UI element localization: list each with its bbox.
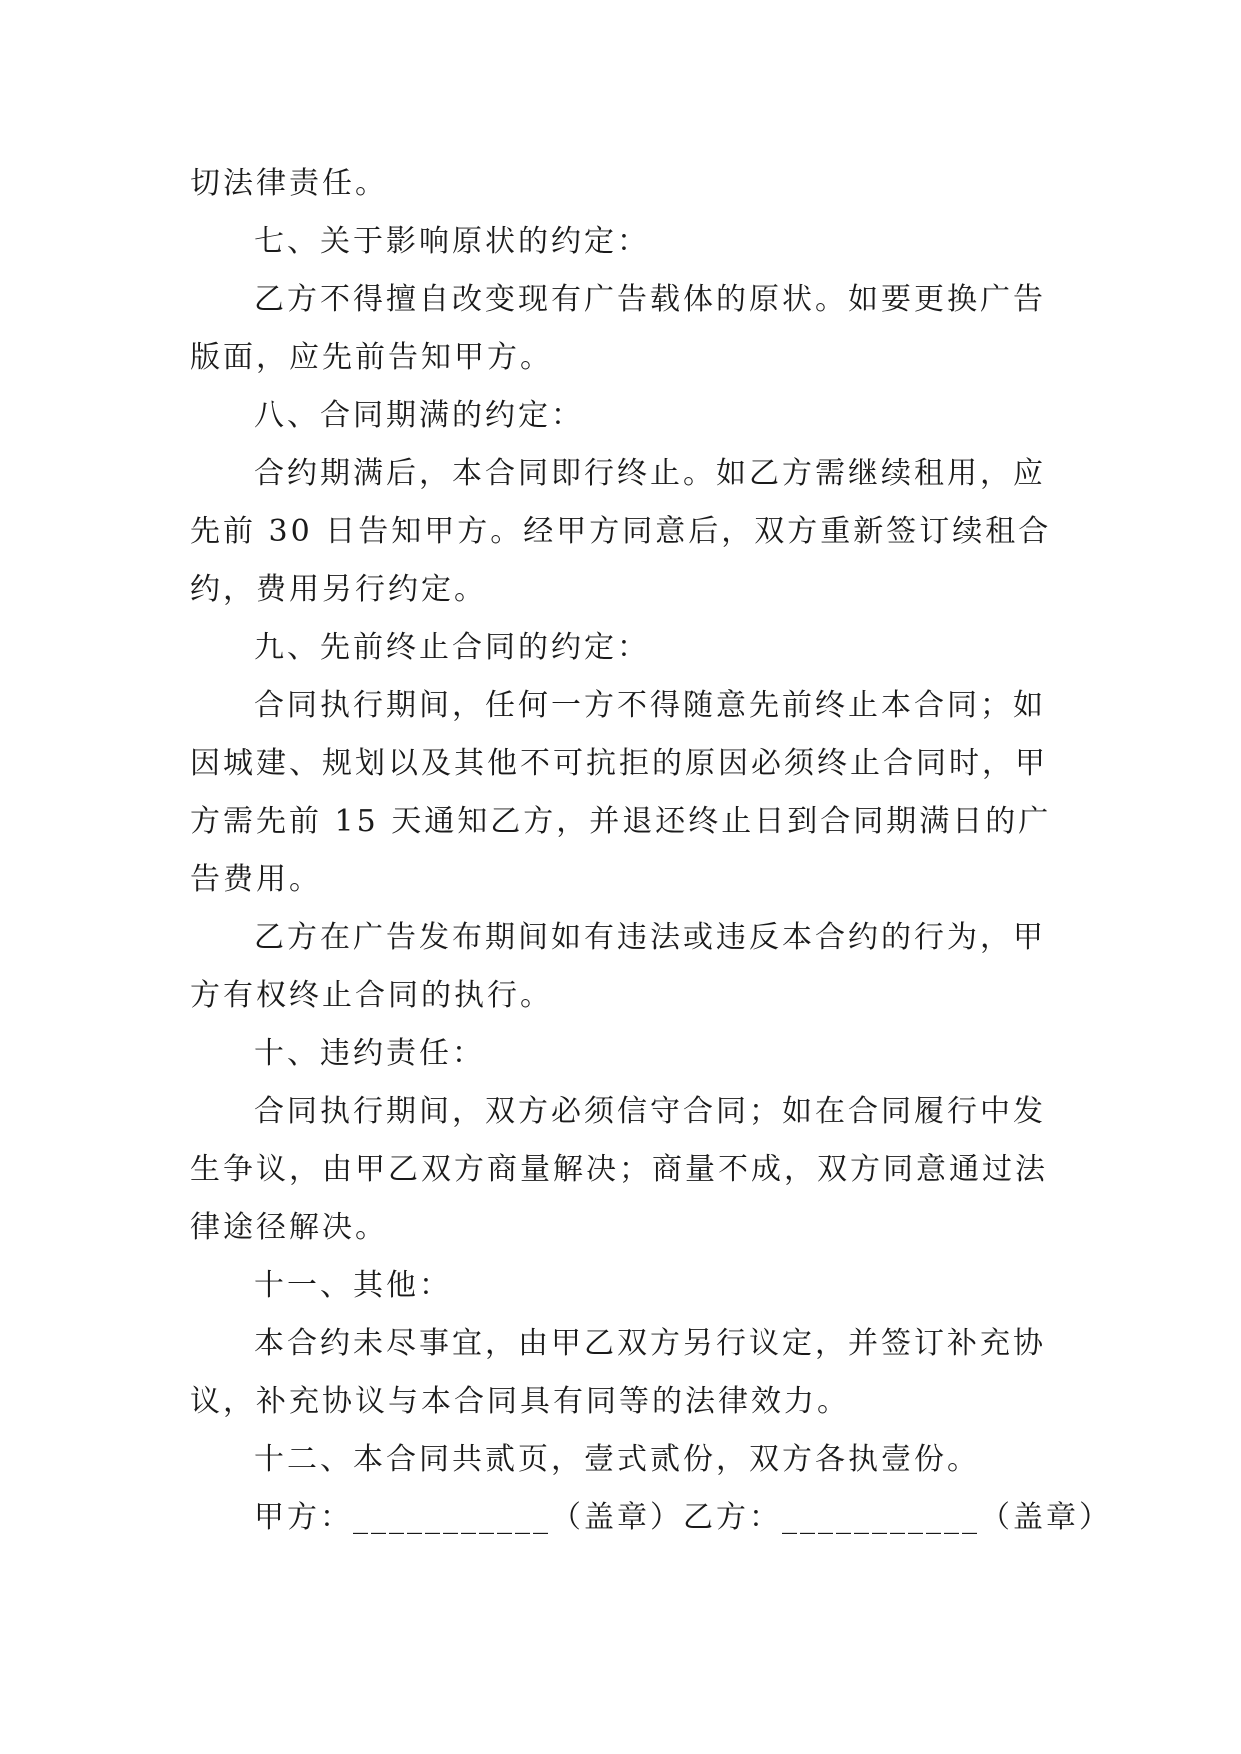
paragraph-line: 切法律责任。 xyxy=(190,166,388,201)
paragraph-line: 方有权终止合同的执行。 xyxy=(190,978,553,1013)
paragraph-line: 本合约未尽事宜，由甲乙双方另行议定，并签订补充协 xyxy=(254,1326,1046,1361)
paragraph-line: 告费用。 xyxy=(190,862,322,897)
paragraph-line: 生争议，由甲乙双方商量解决；商量不成，双方同意通过法 xyxy=(190,1152,1048,1187)
paragraph-line: 合同执行期间，任何一方不得随意先前终止本合同；如 xyxy=(254,688,1046,723)
paragraph-line: 乙方在广告发布期间如有违法或违反本合约的行为，甲 xyxy=(254,920,1046,955)
paragraph-line: 约，费用另行约定。 xyxy=(190,572,487,607)
section-heading-seven: 七、关于影响原状的约定： xyxy=(254,224,650,259)
section-heading-eight: 八、合同期满的约定： xyxy=(254,398,584,433)
section-heading-eleven: 十一、其他： xyxy=(254,1268,452,1303)
paragraph-line: 版面，应先前告知甲方。 xyxy=(190,340,553,375)
section-heading-nine: 九、先前终止合同的约定： xyxy=(254,630,650,665)
signature-line: 甲方：___________（盖章）乙方：___________（盖章） xyxy=(254,1500,1112,1535)
paragraph-line: 议，补充协议与本合同具有同等的法律效力。 xyxy=(190,1384,850,1419)
paragraph-line: 因城建、规划以及其他不可抗拒的原因必须终止合同时，甲 xyxy=(190,746,1048,781)
paragraph-line: 乙方不得擅自改变现有广告载体的原状。如要更换广告 xyxy=(254,282,1046,317)
paragraph-line: 方需先前 15 天通知乙方，并退还终止日到合同期满日的广 xyxy=(190,804,1052,839)
paragraph-line: 合约期满后，本合同即行终止。如乙方需继续租用，应 xyxy=(254,456,1046,491)
section-heading-twelve: 十二、本合同共贰页，壹式贰份，双方各执壹份。 xyxy=(254,1442,980,1477)
paragraph-line: 律途径解决。 xyxy=(190,1210,388,1245)
paragraph-line: 合同执行期间，双方必须信守合同；如在合同履行中发 xyxy=(254,1094,1046,1129)
document-page xyxy=(190,155,1112,1547)
section-heading-ten: 十、违约责任： xyxy=(254,1036,485,1071)
paragraph-line: 先前 30 日告知甲方。经甲方同意后，双方重新签订续租合 xyxy=(190,514,1052,549)
